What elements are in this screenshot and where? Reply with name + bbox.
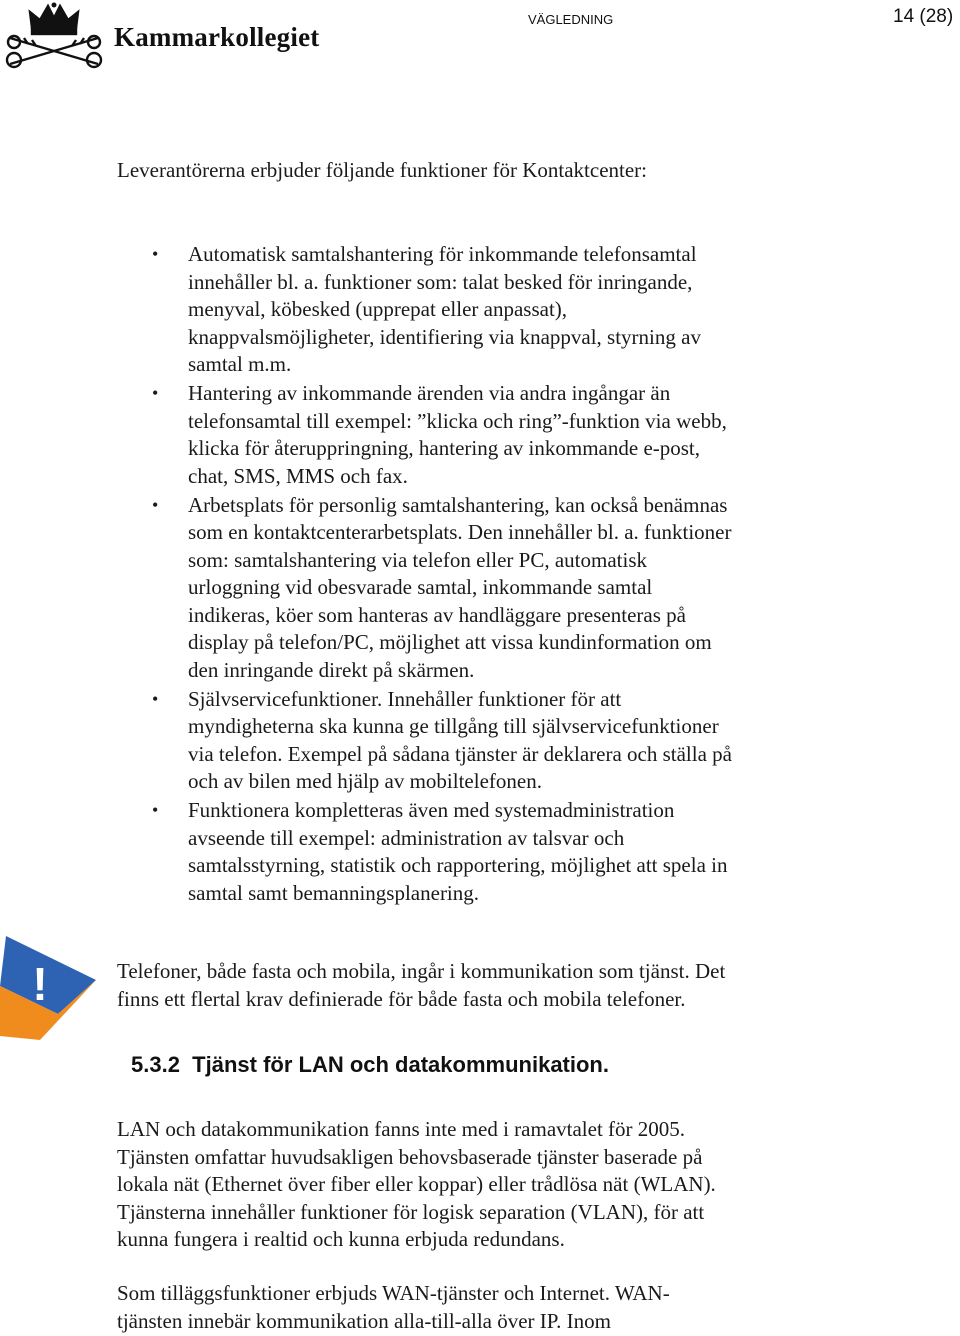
body-paragraph: [117, 1280, 817, 1335]
list-item-line: samtal samt bemanningsplanering.: [188, 880, 480, 905]
list-item-line: Självservicefunktioner. Innehåller funktioner för att: [188, 686, 622, 711]
list-item-line: telefonsamtal till exempel: ”klicka och ring”-funktion via webb,: [188, 408, 727, 433]
list-item-line: menyval, köbesked (upprepat eller anpassat),: [188, 297, 568, 321]
paragraph-line: LAN och datakommunikation fanns inte med i ramavtalet för 2005.: [117, 1117, 686, 1141]
list-item-line: som: samtalshantering via telefon eller PC, automatisk: [188, 547, 647, 572]
paragraph-line: kunna fungera i realtid och kunna erbjuda redundans.: [117, 1227, 565, 1251]
document-type-label: VÄGLEDNING: [528, 12, 614, 27]
list-item-line: knappvalsmöjligheter, identifiering via knappval, styrning av: [188, 324, 701, 349]
list-item-line: avseende till exempel: administration av talsvar och: [188, 825, 625, 850]
page-number: 14 (28): [893, 6, 954, 27]
list-item: [150, 492, 830, 685]
paragraph-line: Som tilläggsfunktioner erbjuds WAN-tjänster och Internet. WAN-: [117, 1281, 670, 1305]
list-item: [150, 797, 830, 907]
list-item-line: innehåller bl. a. funktioner som: talat besked för inringande,: [188, 269, 693, 294]
list-item-line: den inringande direkt på skärmen.: [188, 657, 475, 682]
list-item-line: klicka för återuppringning, hantering av inkommande e-post,: [188, 436, 701, 460]
section-title: Tjänst för LAN och datakommunikation.: [192, 1052, 609, 1077]
header-logo: [0, 0, 320, 72]
list-item-line: Automatisk samtalshantering för inkommande telefonsamtal: [188, 242, 697, 266]
bullet-glyph: •: [152, 688, 159, 709]
paragraph-line: lokala nät (Ethernet över fiber eller koppar) eller trådlösa nät (WLAN).: [117, 1172, 716, 1196]
list-item: [150, 380, 830, 490]
exclamation-notice-icon: [0, 936, 100, 1042]
list-item-line: urloggning vid obesvarade samtal, inkommande samtal: [188, 575, 653, 599]
crown-crossed-keys-icon: [2, 2, 106, 70]
list-item-line: Funktionera kompletteras även med systemadministration: [188, 798, 675, 822]
intro-paragraph: Leverantörerna erbjuder följande funktioner för Kontaktcenter:: [117, 158, 648, 182]
exclamation-mark: !: [32, 958, 48, 1010]
bullet-glyph: •: [152, 494, 159, 515]
notice-line: finns ett flertal krav definierade för både fasta och mobila telefoner.: [117, 986, 686, 1011]
feature-list: [150, 241, 830, 909]
bullet-glyph: •: [152, 244, 159, 264]
list-item-line: chat, SMS, MMS och fax.: [188, 463, 408, 488]
notice-paragraph: [117, 958, 827, 1013]
list-item: [150, 241, 830, 379]
paragraph-line: tjänsten innebär kommunikation alla-till-alla över IP. Inom: [117, 1308, 611, 1333]
body-paragraph: [117, 1116, 817, 1254]
section-heading: [131, 1052, 609, 1078]
list-item-line: samtalsstyrning, statistik och rapportering, möjlighet att spela in: [188, 853, 728, 877]
notice-icon-wrapper: [0, 936, 100, 1047]
paragraph-line: Tjänsten omfattar huvudsakligen behovsbaserade tjänster baserade på: [117, 1144, 703, 1169]
paragraph-line: Tjänsterna innehåller funktioner för logisk separation (VLAN), för att: [117, 1199, 705, 1224]
list-item-line: samtal m.m.: [188, 352, 292, 376]
list-item-line: Hantering av inkommande ärenden via andra ingångar än: [188, 381, 671, 405]
logo-wordmark: Kammarkollegiet: [114, 22, 320, 52]
list-item-line: Arbetsplats för personlig samtalshantering, kan också benämnas: [188, 492, 728, 517]
list-item: [150, 686, 830, 796]
list-item-line: myndigheterna ska kunna ge tillgång till självservicefunktioner: [188, 714, 719, 738]
bullet-glyph: •: [152, 383, 159, 403]
list-item-line: indikeras, köer som hanteras av handläggare presenteras på: [188, 602, 686, 627]
section-number: 5.3.2: [131, 1052, 180, 1077]
bullet-glyph: •: [152, 800, 159, 820]
list-item-line: som en kontaktcenterarbetsplats. Den innehåller bl. a. funktioner: [188, 520, 732, 544]
list-item-line: display på telefon/PC, möjlighet att vissa kundinformation om: [188, 630, 712, 654]
list-item-line: och av bilen med hjälp av mobiltelefonen.: [188, 769, 542, 793]
notice-line: Telefoner, både fasta och mobila, ingår i kommunikation som tjänst. Det: [117, 959, 726, 983]
list-item-line: via telefon. Exempel på sådana tjänster är deklarera och ställa på: [188, 741, 732, 766]
